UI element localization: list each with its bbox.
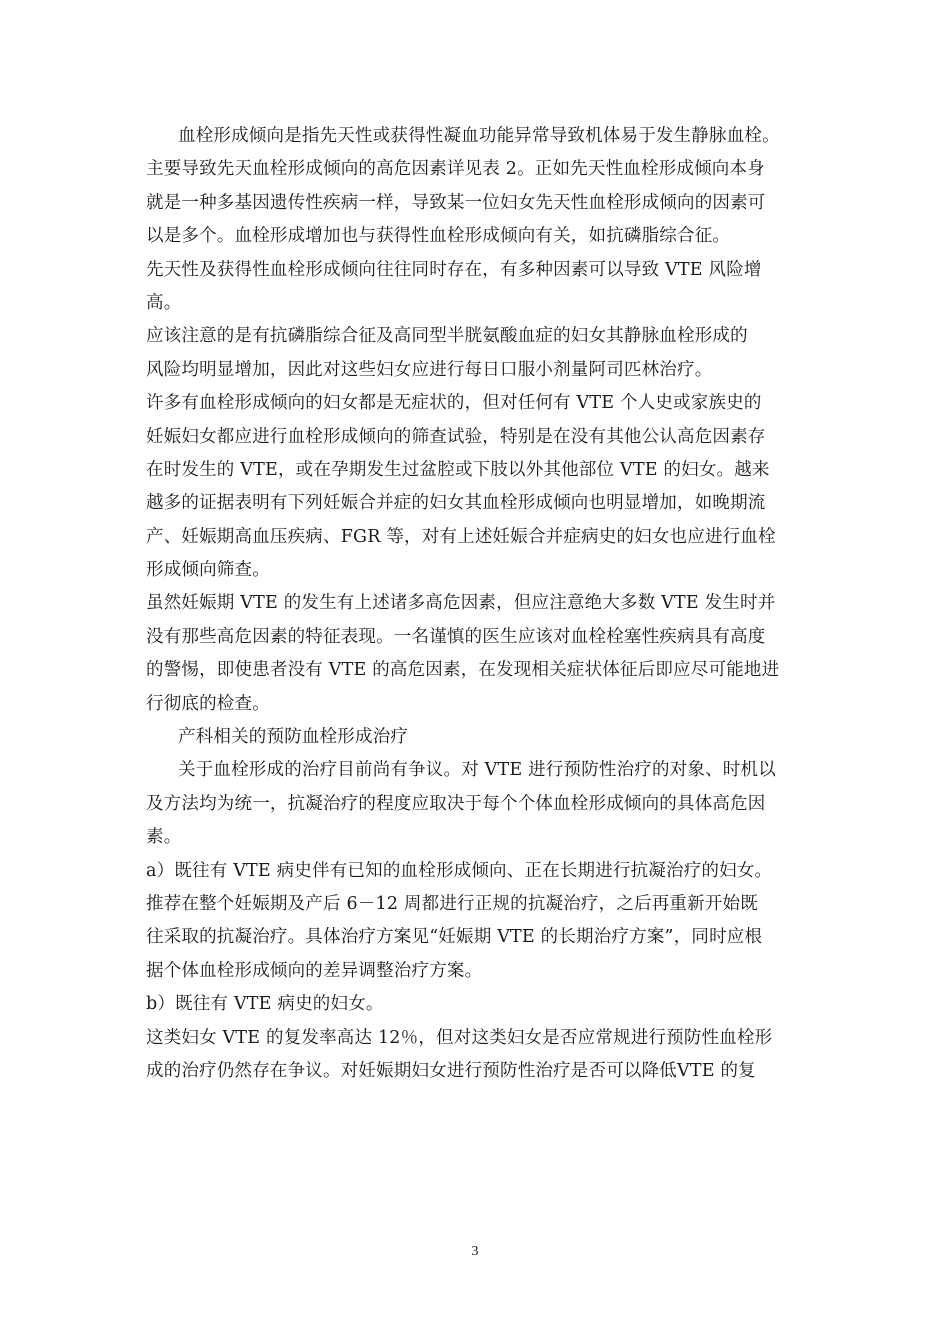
page-number: 3 — [471, 1244, 479, 1259]
text-line: 产科相关的预防血栓形成治疗 — [178, 727, 409, 748]
text-line: 许多有血栓形成倾向的妇女都是无症状的，但对任何有 VTE 个人史或家族史的 — [146, 393, 762, 414]
text-line: 行彻底的检查。 — [146, 693, 270, 714]
text-line: 就是一种多基因遗传性疾病一样，导致某一位妇女先天性血栓形成倾向的因素可 — [146, 192, 766, 213]
text-line: 应该注意的是有抗磷脂综合征及高同型半胱氨酸血症的妇女其静脉血栓形成的 — [146, 326, 748, 347]
text-line: 血栓形成倾向是指先天性或获得性凝血功能异常导致机体易于发生静脉血栓。 — [178, 126, 780, 146]
text-line: 在时发生的 VTE，或在孕期发生过盆腔或下肢以外其他部位 VTE 的妇女。越来 — [146, 459, 770, 480]
text-line: 风险均明显增加，因此对这些妇女应进行每日口服小剂量阿司匹林治疗。 — [146, 359, 713, 380]
text-line: 及方法均为统一，抗凝治疗的程度应取决于每个个体血栓形成倾向的具体高危因 — [146, 793, 766, 814]
text-line: 形成倾向筛查。 — [146, 560, 270, 581]
document-body — [146, 120, 812, 1088]
text-line: 关于血栓形成的治疗目前尚有争议。对 VTE 进行预防性治疗的对象、时机以 — [178, 760, 776, 781]
text-line: 产、妊娠期高血压疾病、FGR 等，对有上述妊娠合并症病史的妇女也应进行血栓 — [146, 526, 776, 547]
text-line: 成的治疗仍然存在争议。对妊娠期妇女进行预防性治疗是否可以降低VTE 的复 — [146, 1060, 756, 1081]
text-line: 虽然妊娠期 VTE 的发生有上述诸多高危因素，但应注意绝大多数 VTE 发生时并 — [146, 593, 776, 614]
text-line: 主要导致先天血栓形成倾向的高危因素详见表 2。正如先天性血栓形成倾向本身 — [146, 159, 765, 180]
text-line: 没有那些高危因素的特征表现。一名谨慎的医生应该对血栓栓塞性疾病具有高度 — [146, 626, 766, 647]
text-line: 以是多个。血栓形成增加也与获得性血栓形成倾向有关，如抗磷脂综合征。 — [146, 226, 731, 247]
text-line: 高。 — [146, 292, 182, 313]
text-line: 据个体血栓形成倾向的差异调整治疗方案。 — [146, 960, 483, 981]
text-line: b）既往有 VTE 病史的妇女。 — [146, 994, 384, 1015]
text-line: 这类妇女 VTE 的复发率高达 12％，但对这类妇女是否应常规进行预防性血栓形 — [146, 1027, 773, 1048]
text-line: 推荐在整个妊娠期及产后 6－12 周都进行正规的抗凝治疗，之后再重新开始既 — [146, 893, 758, 914]
text-line: 的警惕，即使患者没有 VTE 的高危因素，在发现相关症状体征后即应尽可能地进 — [146, 660, 780, 681]
text-line: 妊娠妇女都应进行血栓形成倾向的筛查试验，特别是在没有其他公认高危因素存 — [146, 426, 766, 447]
text-line: 素。 — [146, 827, 182, 848]
text-line: a）既往有 VTE 病史伴有已知的血栓形成倾向、正在长期进行抗凝治疗的妇女。 — [146, 860, 773, 881]
text-line: 先天性及获得性血栓形成倾向往往同时存在，有多种因素可以导致 VTE 风险增 — [146, 259, 762, 280]
text-line: 往采取的抗凝治疗。具体治疗方案见“妊娠期 VTE 的长期治疗方案”，同时应根 — [146, 927, 763, 948]
text-line: 越多的证据表明有下列妊娠合并症的妇女其血栓形成倾向也明显增加，如晚期流 — [146, 493, 766, 514]
